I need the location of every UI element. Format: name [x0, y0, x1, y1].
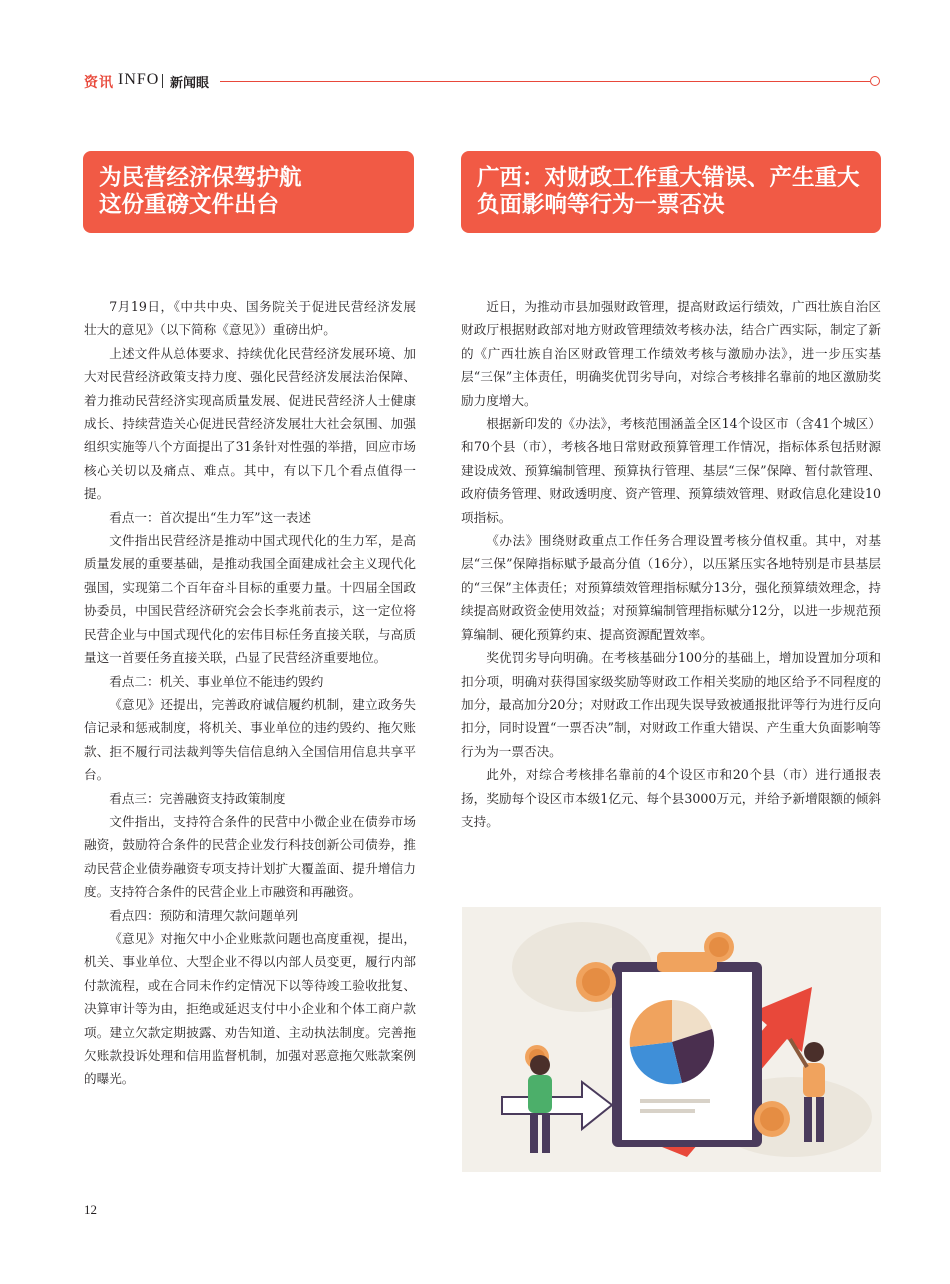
header-rule — [220, 81, 870, 82]
left-paragraph: 文件指出民营经济是推动中国式现代化的生力军，是高质量发展的重要基础，是推动我国全面建成社会主义现代化强国，实现第二个百年奋斗目标的重要力量。十四届全国政协委员，中国民营经济研究会会长李兆前表示，这一定位将民营企业与中国式现代化的宏伟目标任务直接关联，与高质量这一首要任务直接关联，凸显了民营经济重要地位。 — [84, 533, 416, 666]
coin-icon — [576, 962, 616, 1002]
left-title-line-2: 这份重磅文件出台 — [99, 192, 280, 218]
left-article-title-box — [83, 151, 414, 233]
left-article-body — [84, 295, 416, 1091]
left-paragraph: 文件指出，支持符合条件的民营中小微企业在债券市场融资，鼓励符合条件的民营企业发行科技创新公司债券，推动民营企业债券融资专项支持计划扩大覆盖面、提升增信力度。支持符合条件的民营企业上市融资和再融资。 — [84, 813, 416, 900]
right-paragraph: 《办法》围绕财政重点工作任务合理设置考核分值权重。其中，对基层“三保”保障指标赋予最高分值（16分），以压紧压实各地特别是市县基层的“三保”主体责任；对预算绩效管理指标赋分13分，强化预算绩效理念，持续提高财政资金使用效益；对预算编制管理指标赋分12分，以进一步规范预算编制、硬化预算约束、提高资源配置效率。 — [461, 533, 881, 642]
left-subheading: 看点二：机关、事业单位不能违约毁约 — [109, 673, 324, 689]
right-paragraph: 根据新印发的《办法》，考核范围涵盖全区14个设区市（含41个城区）和70个县（市），考核各地日常财政预算管理工作情况，指标体系包括财源建设成效、预算编制管理、预算执行管理、基层“三保”保障、暂付款管理、政府债务管理、财政透明度、资产管理、预算绩效管理、财政信息化建设10项指标。 — [461, 416, 881, 525]
right-paragraph: 奖优罚劣导向明确。在考核基础分100分的基础上，增加设置加分项和扣分项，明确对获得国家级奖励等财政工作相关奖励的地区给予不同程度的加分，最高加分20分；对财政工作出现失误导致被通报批评等行为进行反向扣分，同时设置“一票否决”制，对财政工作重大错误、产生重大负面影响等行为为一票否决。 — [461, 650, 881, 759]
finance-illustration — [462, 907, 881, 1172]
left-subheading: 看点三：完善融资支持政策制度 — [109, 790, 286, 806]
left-title-line-1: 为民营经济保驾护航 — [99, 165, 302, 191]
man-figure — [528, 1055, 552, 1153]
right-title-line-1: 广西：对财政工作重大错误、产生重大 — [477, 165, 860, 191]
finance-illustration-art — [462, 907, 881, 1172]
header-section-label: 资讯 — [84, 75, 114, 91]
right-article-title-box — [461, 151, 881, 233]
page-number: 12 — [84, 1202, 97, 1217]
coin-icon — [704, 932, 734, 962]
right-paragraph: 此外，对综合考核排名靠前的4个设区市和20个县（市）进行通报表扬，奖励每个设区市本级1亿元、每个县3000万元，并给予新增限额的倾斜支持。 — [461, 767, 881, 829]
header-column-name: 新闻眼 — [170, 76, 210, 91]
page-header — [84, 70, 884, 94]
left-paragraph: 《意见》还提出，完善政府诚信履约机制，建立政务失信记录和惩戒制度，将机关、事业单位的违约毁约、拖欠账款、拒不履行司法裁判等失信信息纳入全国信用信息共享平台。 — [84, 696, 416, 783]
right-article-body — [461, 295, 881, 833]
left-subheading: 看点一：首次提出“生力军”这一表述 — [109, 509, 311, 525]
right-paragraph: 近日，为推动市县加强财政管理，提高财政运行绩效，广西壮族自治区财政厅根据财政部对地方财政管理绩效考核办法，结合广西实际，制定了新的《广西壮族自治区财政管理工作绩效考核与激励办法》，进一步压实基层“三保”主体责任，明确奖优罚劣导向，对综合考核排名靠前的地区激励奖励力度增大。 — [461, 299, 881, 408]
right-title-line-2: 负面影响等行为一票否决 — [477, 192, 725, 218]
header-separator — [162, 74, 163, 88]
left-paragraph: 《意见》对拖欠中小企业账款问题也高度重视，提出，机关、事业单位、大型企业不得以内部人员变更，履行内部付款流程，或在合同未作约定情况下以等待竣工验收批复、决算审计等为由，拒绝或延迟支付中小企业和个体工商户款项。建立欠款定期披露、劝告知道、主动执法制度。完善拖欠账款投诉处理和信用监督机制，加强对恶意拖欠账款案例的曝光。 — [84, 930, 416, 1087]
clipboard-line — [640, 1099, 710, 1103]
header-circle-ornament — [870, 76, 880, 86]
clipboard-line — [640, 1109, 695, 1113]
left-subheading: 看点四：预防和清理欠款问题单列 — [109, 907, 299, 923]
white-arrow-icon — [502, 1082, 612, 1129]
coin-icon — [754, 1101, 790, 1137]
header-info-label: INFO — [118, 71, 160, 88]
pie-chart-icon — [630, 1000, 714, 1084]
left-paragraph: 7月19日，《中共中央、国务院关于促进民营经济发展壮大的意见》（以下简称《意见》）重磅出炉。 — [84, 299, 416, 338]
left-paragraph: 上述文件从总体要求、持续优化民营经济发展环境、加大对民营经济政策支持力度、强化民营经济发展法治保障、着力推动民营经济实现高质量发展、促进民营经济人士健康成长、持续营造关心促进民营经济发展壮大社会氛围、加强组织实施等八个方面提出了31条针对性强的举措，回应市场核心关切以及痛点、难点。其中，有以下几个看点值得一提。 — [84, 345, 416, 502]
